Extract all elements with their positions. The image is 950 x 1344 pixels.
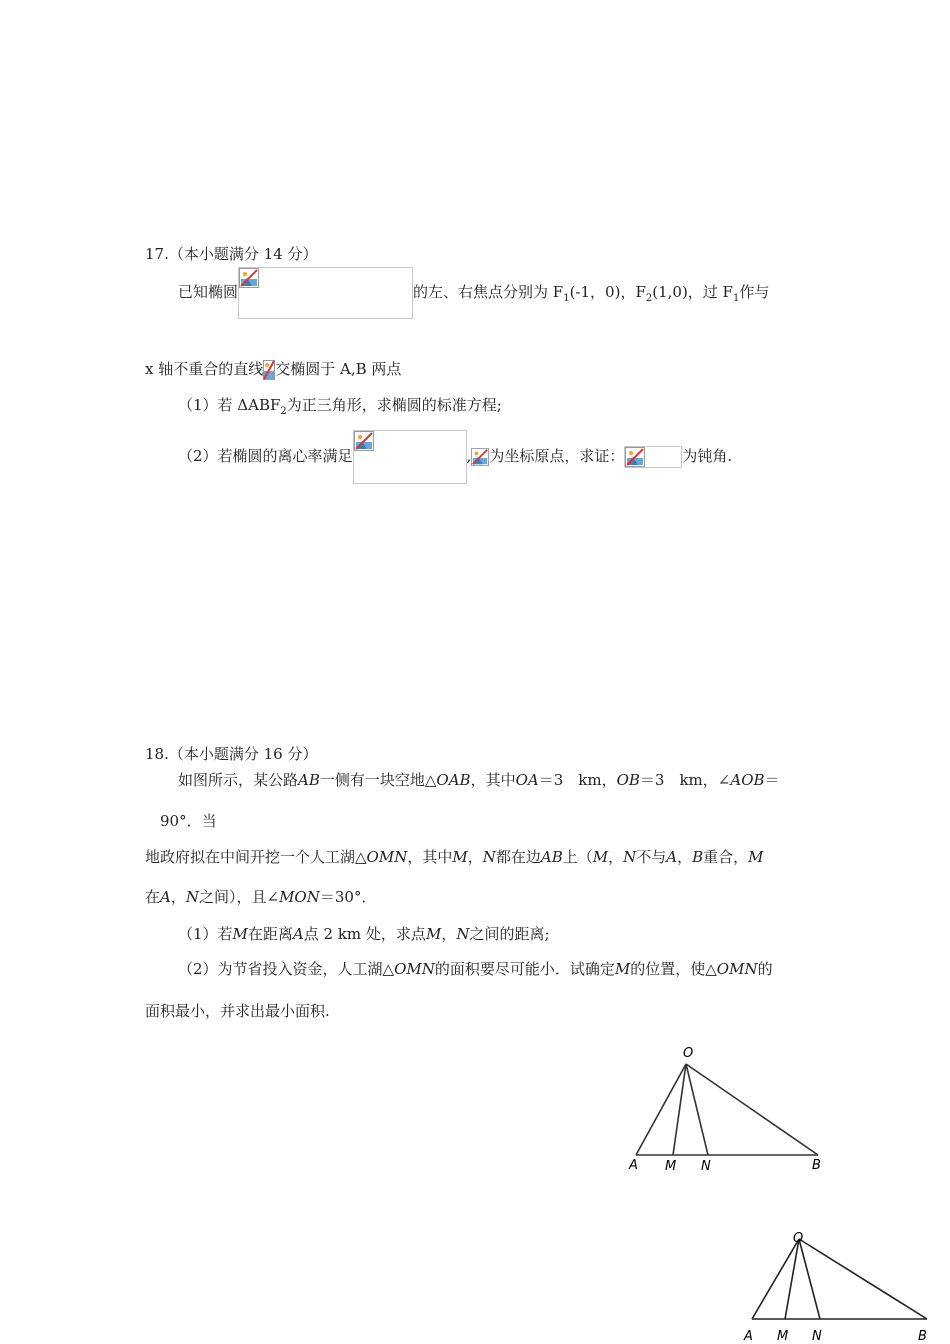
fig2-label-O: O <box>793 1231 804 1246</box>
fig2-label-M: M <box>777 1329 789 1344</box>
triangle-figure-2 <box>735 1226 935 1344</box>
q18-header: 18.（本小题满分 16 分） <box>145 745 318 763</box>
formula-angle-placeholder <box>624 446 682 468</box>
fig1-label-O: O <box>683 1046 694 1061</box>
fig1-label-N: N <box>701 1159 711 1174</box>
formula-ellipse-placeholder <box>238 267 413 319</box>
triangle-figure-1 <box>620 1040 835 1175</box>
q18-line3: 地政府拟在中间开挖一个人工湖△OMN，其中M，N都在边AB上（M，N不与A，B重合，M <box>145 848 764 866</box>
q18-line1: 如图所示，某公路AB一侧有一块空地△OAB，其中OA＝3 km，OB＝3 km，∠AOB＝ <box>178 771 780 789</box>
broken-image-icon <box>263 360 275 380</box>
broken-image-icon <box>625 447 645 467</box>
broken-image-icon <box>354 431 374 451</box>
q18-part3: 面积最小，并求出最小面积. <box>145 1002 330 1020</box>
fig2-label-N: N <box>812 1329 822 1344</box>
q17-part2: （2）若椭圆的离心率满足 , 为坐标原点，求证： 为钝角. <box>178 429 732 484</box>
formula-origin-placeholder <box>471 448 489 466</box>
q17-line2: x 轴不重合的直线 交椭圆于 A,B 两点 <box>145 360 402 378</box>
q17-header: 17.（本小题满分 14 分） <box>145 245 318 263</box>
fig2-label-B: B <box>918 1329 927 1344</box>
fig1-segment-OA <box>636 1064 686 1155</box>
q18-line4: 在A，N之间），且∠MON＝30°． <box>145 888 377 906</box>
fig1-segment-OB <box>686 1064 818 1155</box>
q18-line2: 90°．当 <box>160 812 217 830</box>
q18-part1: （1）若M在距离A点 2 km 处，求点M，N之间的距离; <box>178 925 550 943</box>
q17-part1: （1）若 $\Delta ABF_2$为正三角形，求椭圆的标准方程; <box>178 396 502 417</box>
fig1-label-B: B <box>812 1158 821 1173</box>
broken-image-icon <box>471 448 489 466</box>
fig2-segment-OB <box>799 1239 927 1319</box>
fig1-label-A: A <box>629 1158 638 1173</box>
fig1-segment-OM <box>673 1064 686 1155</box>
q17-line1: 已知椭圆 的左、右焦点分别为 $F_1(-1$，0)，$F_2(1,0)$，过 $F_1$作与 <box>178 266 769 325</box>
q18-part2: （2）为节省投入资金，人工湖△OMN的面积要尽可能小．试确定M的位置，使△OMN的 <box>178 960 773 978</box>
formula-eccentricity-placeholder <box>353 430 467 484</box>
broken-image-icon <box>239 268 259 288</box>
fig2-label-A: A <box>744 1329 753 1344</box>
fig1-label-M: M <box>665 1159 677 1174</box>
